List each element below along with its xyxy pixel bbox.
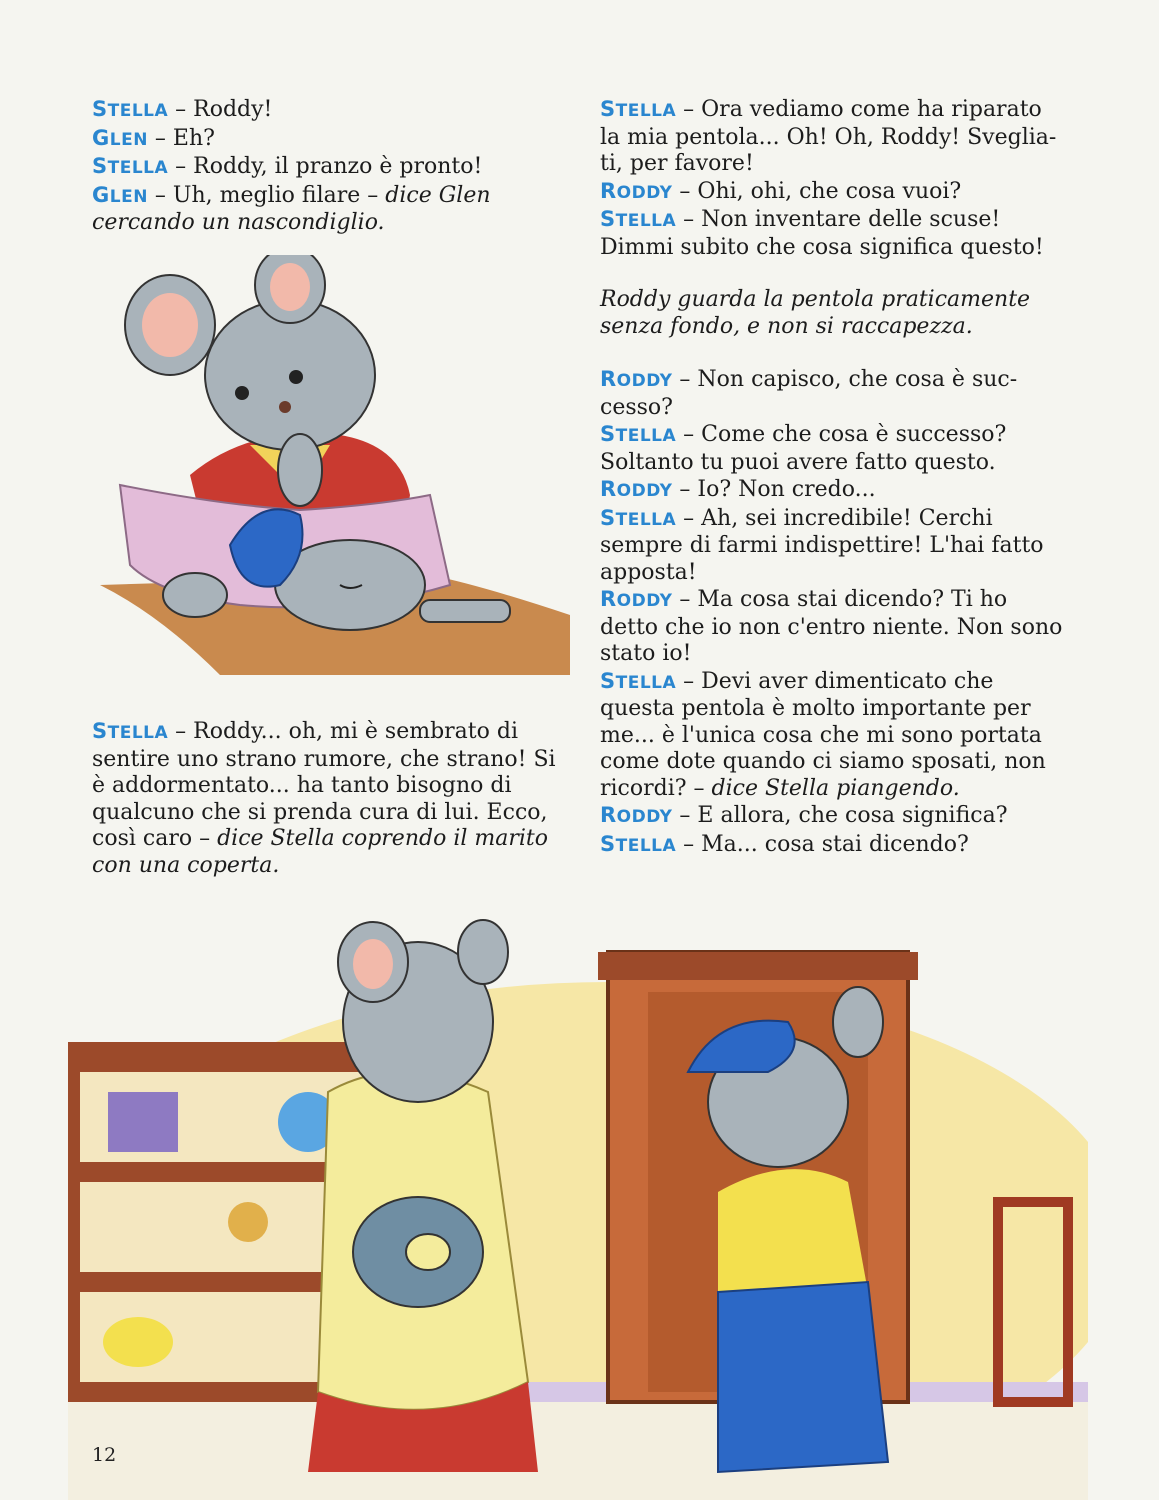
text-line: [92, 210, 582, 237]
text-line: [600, 586, 1090, 615]
dialogue-text: – Uh, meglio filare –: [147, 182, 386, 208]
dialogue-text: – Eh?: [147, 125, 215, 151]
speaker-name: STELLA: [600, 505, 677, 530]
dialogue-text: – Io? Non credo...: [672, 477, 876, 502]
text-line: [600, 696, 1090, 723]
speaker-name: STELLA: [600, 831, 677, 856]
paragraph-gap: [600, 261, 1090, 287]
text-line: [600, 287, 1090, 314]
narration-text: cercando un nascondiglio.: [92, 210, 385, 235]
text-line: [600, 395, 1090, 422]
dialogue-text: – Ora vediamo come ha riparato: [676, 97, 1042, 122]
dialogue-text: – Ma... cosa stai dicendo?: [676, 831, 969, 857]
dialogue-text: – Ohi, ohi, che cosa vuoi?: [672, 178, 962, 204]
speaker-name: GLEN: [92, 182, 148, 207]
text-line: [600, 125, 1090, 152]
text-line: [92, 182, 582, 211]
text-line: [600, 615, 1090, 642]
text-line: [92, 773, 582, 800]
text-line: [600, 723, 1090, 750]
text-line: [600, 235, 1090, 262]
speaker-name: STELLA: [92, 719, 169, 743]
text-line: [92, 747, 582, 774]
speaker-name: RODDY: [600, 367, 673, 391]
dialogue-text: – Roddy... oh, mi è sembrato di: [168, 719, 518, 744]
text-line: [92, 153, 582, 182]
dialogue-text: ti, per favore!: [600, 151, 754, 176]
narration-text: dice Stella piangendo.: [711, 775, 960, 801]
dialogue-text: Dimmi subito che cosa significa questo!: [600, 234, 1044, 260]
narration-text: con una coperta.: [92, 852, 280, 878]
dialogue-text: – Non capisco, che cosa è suc-: [672, 367, 1018, 392]
text-line: [92, 96, 582, 125]
speaker-name: RODDY: [600, 803, 673, 827]
narration-text: dice Glen: [385, 182, 491, 208]
dialogue-text: cesso?: [600, 394, 673, 420]
page-number: 12: [92, 1444, 117, 1466]
text-line: [600, 151, 1090, 178]
dialogue-text: – Come che cosa è successo?: [676, 422, 1007, 447]
dialogue-text: – Ah, sei incredibile! Cerchi: [676, 505, 993, 531]
text-line: [600, 831, 1090, 860]
text-line: [600, 776, 1090, 803]
dialogue-text: – Devi aver dimenticato che: [676, 668, 994, 694]
text-column-left-bottom: [92, 718, 582, 879]
narration-text: senza fondo, e non si raccapezza.: [600, 313, 973, 339]
paragraph-gap: [600, 340, 1090, 366]
speaker-name: STELLA: [600, 97, 677, 121]
text-line: [92, 125, 582, 154]
dialogue-text: è addormentato... ha tanto bisogno di: [92, 773, 512, 798]
text-line: [600, 206, 1090, 235]
dialogue-text: stato io!: [600, 641, 692, 666]
text-line: [600, 421, 1090, 450]
narration-text: Roddy guarda la pentola praticamente: [600, 287, 1031, 312]
speaker-name: STELLA: [92, 97, 169, 121]
text-line: [600, 668, 1090, 697]
dialogue-text: Soltanto tu puoi avere fatto questo.: [600, 449, 996, 475]
dialogue-text: – Ma cosa stai dicendo? Ti ho: [672, 587, 1008, 612]
dialogue-text: sempre di farmi indispettire! L'hai fatto: [600, 533, 1044, 558]
text-column-left-top: [92, 96, 582, 237]
dialogue-text: – E allora, che cosa significa?: [672, 803, 1008, 828]
text-line: [92, 853, 582, 880]
dialogue-text: come dote quando ci siamo sposati, non: [600, 749, 1046, 774]
narration-text: dice Stella coprendo il marito: [217, 826, 549, 851]
dialogue-text: me... è l'unica cosa che mi sono portata: [600, 722, 1042, 748]
text-line: [600, 533, 1090, 560]
text-line: [600, 749, 1090, 776]
illustration-stella-covering-roddy: [100, 255, 570, 695]
dialogue-text: detto che io non c'entro niente. Non sono: [600, 614, 1063, 640]
text-line: [92, 826, 582, 853]
text-line: [600, 802, 1090, 831]
dialogue-text: qualcuno che si prenda cura di lui. Ecco,: [92, 799, 548, 825]
speaker-name: STELLA: [600, 422, 677, 446]
dialogue-text: questa pentola è molto importante per: [600, 696, 1031, 721]
speaker-name: GLEN: [92, 125, 148, 150]
speaker-name: STELLA: [600, 668, 677, 693]
dialogue-text: – Roddy, il pranzo è pronto!: [168, 154, 483, 179]
speaker-name: STELLA: [92, 154, 169, 178]
text-line: [600, 641, 1090, 668]
text-line: [600, 96, 1090, 125]
speaker-name: RODDY: [600, 178, 673, 203]
text-line: [600, 476, 1090, 505]
dialogue-text: apposta!: [600, 559, 697, 585]
text-line: [600, 505, 1090, 534]
dialogue-text: la mia pentola... Oh! Oh, Roddy! Sveglia-: [600, 124, 1057, 150]
speaker-name: RODDY: [600, 587, 673, 611]
text-column-right: [600, 96, 1090, 859]
dialogue-text: – Non inventare delle scuse!: [676, 207, 1001, 232]
text-line: [600, 366, 1090, 395]
speaker-name: STELLA: [600, 207, 677, 231]
dialogue-text: – Roddy!: [168, 97, 273, 122]
dialogue-text: ricordi? –: [600, 775, 712, 801]
speaker-name: RODDY: [600, 477, 673, 501]
text-line: [600, 314, 1090, 341]
dialogue-text: così caro –: [92, 826, 218, 851]
text-line: [600, 178, 1090, 207]
dialogue-text: sentire uno strano rumore, che strano! Si: [92, 746, 556, 772]
text-line: [600, 450, 1090, 477]
text-line: [92, 800, 582, 827]
illustration-kitchen-scene: [68, 912, 1088, 1500]
text-line: [92, 718, 582, 747]
text-line: [600, 560, 1090, 587]
